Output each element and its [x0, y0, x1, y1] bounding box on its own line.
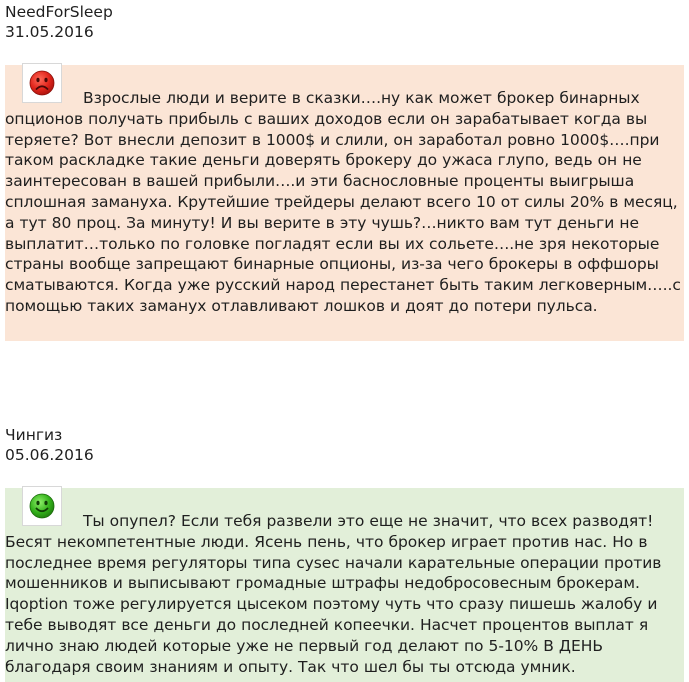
- comment-date: 05.06.2016: [5, 446, 94, 464]
- comment-bubble: [5, 65, 684, 341]
- comment-date: 31.05.2016: [5, 23, 94, 41]
- comment-text: Ты опупел? Если тебя развели это еще не значит, что всех разводят! Бесят некомпетентные люди. Ясень пень, что брокер играет против нас. Но в последнее время регуляторы типа cysec начали карательные операции против мошенников и выписывают громадные штрафы недобросовесным брокерам. Iqoption тоже регулируется цысеком поэтому чуть что сразу пишешь жалобу и тебе выводят все деньги до последней копеечки. Насчет процентов выплат я лично знаю людей которые уже не первый год делают по 5-10% В ДЕНЬ благодаря своим знаниям и опыту. Так что шел бы ты отсюда умник.: [5, 512, 662, 676]
- comment-author[interactable]: NeedForSleep: [5, 3, 113, 21]
- comment-author[interactable]: Чингиз: [5, 426, 63, 444]
- comment-text: Взрослые люди и верите в сказки….ну как может брокер бинарных опционов получать прибыль с ваших доходов если он зарабатывает когда вы теряете? Вот внесли депозит в 1000$ и слили, он заработал ровно 1000$….при таком раскладке такие деньги доверять брокеру до ужаса глупо, ведь он не заинтересован в вашей прибыли….и эти баснословные проценты выигрыша сплошная замануха. Крутейшие трейдеры делают всего 10 от силы 20% в месяц, а тут 80 проц. За минуту! И вы верите в эту чушь?…никто вам тут деньги не выплатит…только по головке погладят если вы их сольете….не зря некоторые страны вообще запрещают бинарные опционы, из-за чего брокеры в оффшоры сматываются. Когда уже русский народ перестанет быть таким легковерным…..с помощью таких заманух отлавливают лошков и доят до потери пульса.: [5, 89, 681, 315]
- comment-bubble: [5, 488, 684, 682]
